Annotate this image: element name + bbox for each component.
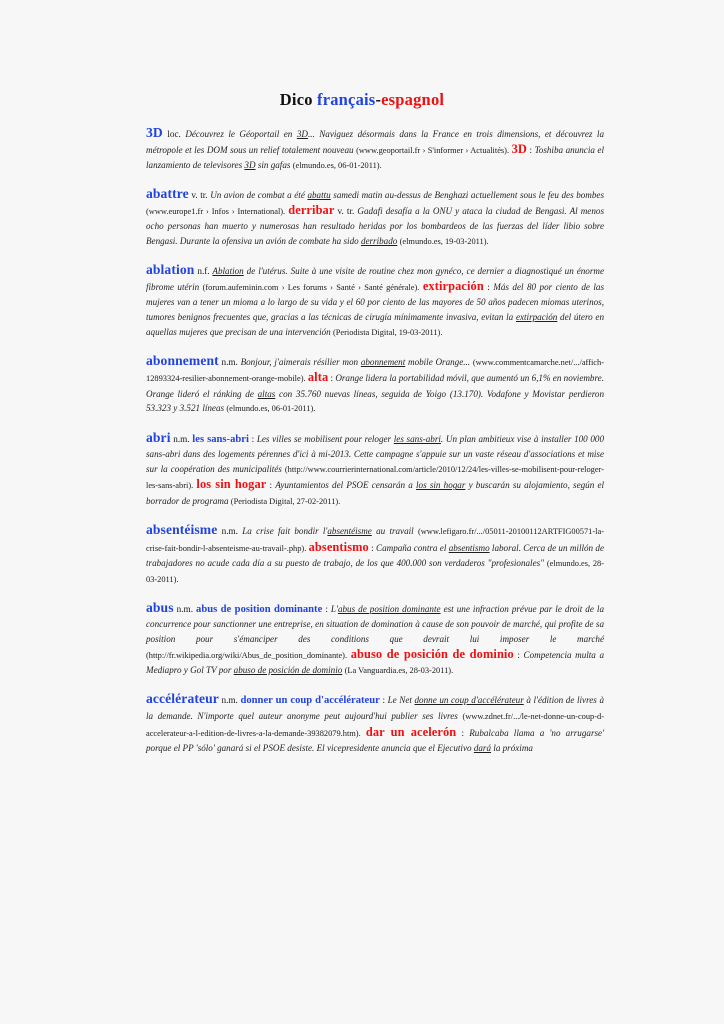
example-es-keyword: los sin hogar [416, 480, 466, 491]
source-es: (elmundo.es, 06-01-2011). [226, 404, 316, 414]
colon-separator: : [456, 727, 470, 738]
example-es-cont: la próxima [491, 743, 533, 754]
dictionary-entry-abattre [146, 187, 604, 249]
source-es: (elmundo.es, 28-03-2011). [146, 559, 604, 584]
source-fr: (www.commentcamarche.net/.../affich-12893324-resilier-abonnement-orange-mobile). [146, 357, 604, 384]
collocation-fr: abus de position dominante [196, 603, 323, 615]
example-es-cont: y buscarán su alojamiento, según el borrador de programa [146, 480, 605, 506]
source-fr: (forum.aufeminin.com › Les forums › Santé › Santé générale). [202, 282, 420, 292]
example-es: Gadafi desafía a la ONU y ataca la ciudad de Bengasi. Al menos ocho personas han muerto y numerosas han resultado heridas por los bombardeos de las fuerzas del líder libio sobre Bengasi. Durante la ofensiva un avión de combate ha sido [146, 205, 604, 247]
title-word-francais: français [317, 90, 376, 109]
headword-es: extirpación [422, 278, 484, 293]
example-fr-keyword: donne un coup d'accélérateur [414, 695, 524, 706]
example-fr-cont: est une infraction prévue par le droit de la concurrence pour sanctionner une entreprise, en situation de domination à cause de son pouvoir de marché, qui profite de sa position pour s'émanciper des conditions que devrait lui imposer le marché [146, 603, 604, 645]
headword-es: alta [307, 370, 329, 385]
example-fr: Le Net [387, 695, 415, 706]
example-es: Rubalcaba llama a 'no arrugarse' porque el PP 'sólo' ganará si el PSOE desiste. El vicepresidente anuncia que el Ejecutivo [146, 727, 605, 754]
example-fr: Bonjour, j'aimerais résilier mon [240, 356, 361, 367]
colon-separator-fr: : [248, 433, 257, 444]
source-es: (Periodista Digital, 19-03-2011). [332, 327, 443, 337]
example-es-cont: sin gafas [255, 160, 293, 171]
example-fr: de l'utérus. Suite à une visite de routine chez mon gynéco, ce dernier a diagnostiqué un énorme fibrome utérin [146, 266, 604, 292]
example-fr-keyword: absentéisme [327, 525, 372, 536]
dictionary-entry-abus [146, 601, 604, 679]
example-es-keyword: abuso de posición de dominio [233, 665, 343, 676]
colon-separator: : [513, 649, 524, 660]
example-fr-cont: ... Naviguez désormais dans la France en trois dimensions, et découvrez la métropole et les DOM sous un relief totalement nouveau [146, 129, 604, 155]
colon-separator: : [483, 281, 494, 292]
example-es: Competencia multa a Mediapro y Gol TV por [146, 649, 605, 676]
example-fr-cont: samedi matin au-dessus de Benghazi actuellement sous le feu des bombes [330, 190, 604, 201]
example-fr: L' [330, 603, 338, 614]
headword-fr: abattre [146, 186, 189, 202]
dictionary-entry-ablation [146, 263, 604, 340]
collocation-fr: donner un coup d'accélérateur [240, 695, 380, 707]
example-fr: La crise fait bondir l' [242, 525, 328, 536]
source-es: (elmundo.es, 06-01-2011). [292, 161, 382, 171]
example-es: Ayuntamientos del PSOE censarán a [275, 480, 417, 491]
dictionary-entries [146, 126, 604, 769]
grammar-label-fr: n.m. [221, 525, 238, 536]
source-fr: (www.zdnet.fr/.../le-net-donne-un-coup-d-accelerateur-a-l-edition-de-livres-a-la-demande-39382079.htm). [146, 711, 604, 738]
collocation-fr: les sans-abri [192, 433, 249, 445]
example-fr-cont: . Un plan ambitieux vise à installer 100 000 sans-abri dans des logements pérennes d'ici à mi-2013. Cette campagne s'appuie sur un vaste réseau d'associations et mise sur la coopération des municipalités [146, 433, 605, 474]
example-es: Toshiba anuncia el lanzamiento de televisores [146, 144, 604, 171]
example-fr-keyword: Ablation [212, 266, 244, 277]
example-es: Más del 80 por ciento de las mujeres van a tener un mioma a lo largo de su vida y el 60 por ciento de las mayores de 50 años padecen miomas uterinos, tumores benignos frecuentes que, gracias a las técnicas de cirugía mínimamente invasiva, evitan la [146, 281, 604, 322]
example-fr-keyword: 3D [296, 129, 308, 139]
dictionary-entry-absenteisme [146, 523, 604, 587]
example-es-keyword: extirpación [515, 311, 558, 322]
grammar-label-fr: n.m. [173, 433, 190, 444]
example-es-keyword: 3D [244, 160, 256, 171]
example-fr-cont: au travail [371, 525, 418, 536]
dictionary-entry-abri [146, 431, 604, 510]
grammar-label-es: v. tr. [337, 205, 355, 216]
headword-es: los sin hogar [196, 477, 267, 492]
colon-separator: : [526, 144, 535, 155]
headword-fr: ablation [146, 262, 195, 278]
example-fr-keyword: abattu [307, 190, 331, 201]
headword-es: abuso de posición de dominio [350, 646, 514, 661]
headword-fr: 3D [146, 125, 163, 140]
title-hyphen: - [375, 90, 382, 109]
example-es: Orange lidera la portabilidad móvil, que aumentó un 6,1% en noviembre. Orange lideró el ránking de [146, 373, 604, 399]
example-fr: Découvrez le Géoportail en [185, 129, 297, 139]
dictionary-entry-accelerateur [146, 692, 604, 755]
headword-es: absentismo [308, 539, 369, 554]
example-es-cont: con 35.760 nuevas líneas, seguida de Yoigo (13.170). Vodafone y Movistar perdieron 53.323 y 3.521 líneas [146, 388, 605, 414]
source-fr: (www.europe1.fr › Infos › International). [146, 206, 286, 216]
dictionary-entry-abonnement [146, 354, 604, 417]
example-es-keyword: absentismo [448, 542, 490, 553]
example-fr-cont: à l'édition de livres à la demande. N'importe quel auteur anonyme peut aujourd'hui publier ses livres [146, 695, 604, 721]
source-fr: (www.lefigaro.fr/.../05011-20100112ARTFIG00571-la-crise-fait-bondir-l-absenteisme-au-travail-.php). [146, 526, 604, 553]
page-title [0, 0, 724, 109]
source-fr: (http://www.courrierinternational.com/article/2010/12/24/les-villes-se-mobilisent-pour-reloger-les-sans-abri). [146, 464, 604, 491]
source-es: (Periodista Digital, 27-02-2011). [230, 496, 341, 506]
headword-es: dar un acelerón [365, 724, 457, 739]
example-fr-keyword: les sans-abri [393, 433, 441, 444]
headword-es: 3D [511, 141, 527, 156]
colon-separator: : [328, 373, 336, 384]
colon-separator: : [266, 480, 276, 491]
grammar-label-fr: n.m. [221, 695, 238, 706]
headword-fr: accélérateur [146, 691, 219, 707]
example-fr-cont: mobile Orange... [405, 356, 473, 367]
title-word-espagnol: espagnol [381, 90, 445, 109]
dictionary-entry-3d [146, 126, 604, 174]
grammar-label-fr: loc. [167, 129, 181, 139]
headword-fr: abus [146, 599, 174, 615]
grammar-label-fr: n.m. [221, 356, 238, 367]
example-es-keyword: derribado [360, 236, 398, 247]
colon-separator: : [368, 542, 377, 553]
source-es: (elmundo.es, 19-03-2011). [399, 237, 489, 247]
example-es-keyword: altas [257, 388, 276, 399]
source-fr: (www.geoportail.fr › S'informer › Actualités). [356, 145, 510, 155]
colon-separator-fr: : [379, 695, 388, 706]
headword-es: derribar [288, 202, 335, 217]
colon-separator-fr: : [322, 603, 331, 614]
headword-fr: abri [146, 429, 171, 445]
example-fr-keyword: abus de position dominante [337, 603, 441, 614]
example-es-cont: del útero en aquellas mujeres que precisan de una intervención [146, 311, 604, 337]
example-es-keyword: dará [473, 743, 492, 754]
headword-fr: abonnement [146, 352, 219, 368]
example-es: Campaña contra el [376, 542, 449, 553]
grammar-label-fr: n.m. [176, 603, 193, 614]
grammar-label-fr: v. tr. [191, 190, 208, 201]
source-es: (La Vanguardia.es, 28-03-2011). [344, 666, 454, 676]
example-es-cont: laboral. Cerca de un millón de trabajadores no acude cada día a su puesto de trabajo, de los que 400.000 son verdaderos "profesionales" [146, 542, 604, 569]
source-fr: (http://fr.wikipedia.org/wiki/Abus_de_position_dominante). [146, 650, 348, 660]
headword-fr: absentéisme [146, 521, 218, 537]
grammar-label-fr: n.f. [197, 266, 210, 277]
title-word-dico: Dico [279, 90, 313, 109]
example-fr: Un avion de combat a été [210, 190, 308, 201]
example-fr-keyword: abonnement [360, 356, 406, 367]
example-fr: Les villes se mobilisent pour reloger [256, 433, 394, 444]
